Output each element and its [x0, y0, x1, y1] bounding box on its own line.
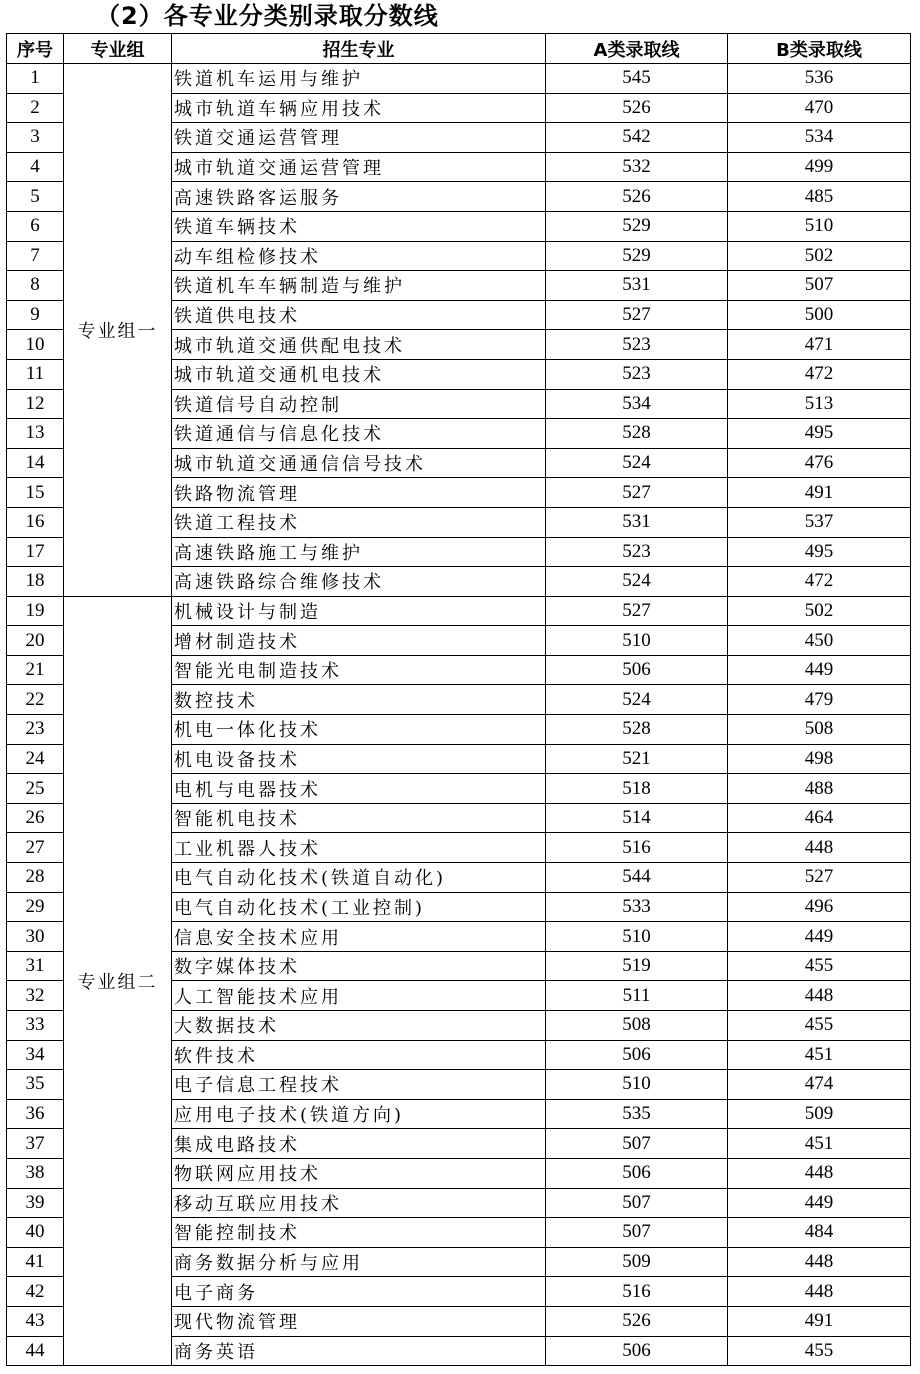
- b-score-cell: 500: [728, 300, 911, 330]
- seq-cell: 42: [7, 1277, 64, 1307]
- major-cell: 铁道交通运营管理: [172, 123, 546, 153]
- a-score-cell: 514: [546, 803, 728, 833]
- major-cell: 人工智能技术应用: [172, 981, 546, 1011]
- a-score-cell: 507: [546, 1218, 728, 1248]
- major-cell: 应用电子技术(铁道方向): [172, 1099, 546, 1129]
- a-score-cell: 510: [546, 626, 728, 656]
- seq-cell: 32: [7, 981, 64, 1011]
- a-score-cell: 542: [546, 123, 728, 153]
- a-score-cell: 506: [546, 1040, 728, 1070]
- major-cell: 铁道供电技术: [172, 300, 546, 330]
- a-score-cell: 529: [546, 211, 728, 241]
- major-cell: 铁道机车运用与维护: [172, 64, 546, 94]
- seq-cell: 12: [7, 389, 64, 419]
- b-score-cell: 499: [728, 152, 911, 182]
- seq-cell: 30: [7, 922, 64, 952]
- seq-cell: 24: [7, 744, 64, 774]
- a-score-cell: 523: [546, 359, 728, 389]
- b-score-cell: 451: [728, 1040, 911, 1070]
- seq-cell: 19: [7, 596, 64, 626]
- table-body: [7, 64, 911, 1366]
- seq-cell: 16: [7, 507, 64, 537]
- major-cell: 智能控制技术: [172, 1218, 546, 1248]
- major-cell: 电子信息工程技术: [172, 1070, 546, 1100]
- b-score-cell: 534: [728, 123, 911, 153]
- seq-cell: 11: [7, 359, 64, 389]
- seq-cell: 43: [7, 1306, 64, 1336]
- seq-cell: 4: [7, 152, 64, 182]
- seq-cell: 44: [7, 1336, 64, 1366]
- header-a-score: A类录取线: [546, 34, 728, 64]
- a-score-cell: 521: [546, 744, 728, 774]
- b-score-cell: 484: [728, 1218, 911, 1248]
- a-score-cell: 532: [546, 152, 728, 182]
- seq-cell: 38: [7, 1158, 64, 1188]
- a-score-cell: 507: [546, 1188, 728, 1218]
- a-score-cell: 526: [546, 1306, 728, 1336]
- major-cell: 工业机器人技术: [172, 833, 546, 863]
- seq-cell: 22: [7, 685, 64, 715]
- major-cell: 铁道工程技术: [172, 507, 546, 537]
- b-score-cell: 448: [728, 1247, 911, 1277]
- major-cell: 动车组检修技术: [172, 241, 546, 271]
- a-score-cell: 507: [546, 1129, 728, 1159]
- b-score-cell: 448: [728, 1158, 911, 1188]
- seq-cell: 33: [7, 1011, 64, 1041]
- major-cell: 智能光电制造技术: [172, 655, 546, 685]
- major-cell: 铁道通信与信息化技术: [172, 419, 546, 449]
- b-score-cell: 537: [728, 507, 911, 537]
- major-cell: 电气自动化技术(铁道自动化): [172, 863, 546, 893]
- major-cell: 集成电路技术: [172, 1129, 546, 1159]
- b-score-cell: 509: [728, 1099, 911, 1129]
- seq-cell: 1: [7, 64, 64, 94]
- a-score-cell: 516: [546, 833, 728, 863]
- a-score-cell: 545: [546, 64, 728, 94]
- a-score-cell: 529: [546, 241, 728, 271]
- a-score-cell: 508: [546, 1011, 728, 1041]
- a-score-cell: 506: [546, 1158, 728, 1188]
- b-score-cell: 449: [728, 1188, 911, 1218]
- b-score-cell: 527: [728, 863, 911, 893]
- a-score-cell: 506: [546, 655, 728, 685]
- seq-cell: 17: [7, 537, 64, 567]
- major-cell: 城市轨道交通通信信号技术: [172, 448, 546, 478]
- b-score-cell: 508: [728, 715, 911, 745]
- a-score-cell: 527: [546, 596, 728, 626]
- b-score-cell: 502: [728, 241, 911, 271]
- seq-cell: 37: [7, 1129, 64, 1159]
- b-score-cell: 495: [728, 537, 911, 567]
- b-score-cell: 491: [728, 478, 911, 508]
- a-score-cell: 509: [546, 1247, 728, 1277]
- seq-cell: 9: [7, 300, 64, 330]
- major-cell: 电子商务: [172, 1277, 546, 1307]
- b-score-cell: 498: [728, 744, 911, 774]
- seq-cell: 26: [7, 803, 64, 833]
- b-score-cell: 448: [728, 981, 911, 1011]
- seq-cell: 27: [7, 833, 64, 863]
- seq-cell: 35: [7, 1070, 64, 1100]
- header-b-score: B类录取线: [728, 34, 911, 64]
- b-score-cell: 491: [728, 1306, 911, 1336]
- b-score-cell: 513: [728, 389, 911, 419]
- major-cell: 物联网应用技术: [172, 1158, 546, 1188]
- a-score-cell: 516: [546, 1277, 728, 1307]
- seq-cell: 20: [7, 626, 64, 656]
- a-score-cell: 531: [546, 271, 728, 301]
- major-cell: 铁道车辆技术: [172, 211, 546, 241]
- major-cell: 铁路物流管理: [172, 478, 546, 508]
- major-cell: 大数据技术: [172, 1011, 546, 1041]
- b-score-cell: 495: [728, 419, 911, 449]
- major-cell: 电气自动化技术(工业控制): [172, 892, 546, 922]
- major-cell: 电机与电器技术: [172, 774, 546, 804]
- seq-cell: 6: [7, 211, 64, 241]
- seq-cell: 13: [7, 419, 64, 449]
- major-cell: 商务英语: [172, 1336, 546, 1366]
- b-score-cell: 502: [728, 596, 911, 626]
- a-score-cell: 524: [546, 448, 728, 478]
- seq-cell: 14: [7, 448, 64, 478]
- a-score-cell: 524: [546, 685, 728, 715]
- a-score-cell: 510: [546, 1070, 728, 1100]
- a-score-cell: 535: [546, 1099, 728, 1129]
- a-score-cell: 523: [546, 330, 728, 360]
- b-score-cell: 449: [728, 655, 911, 685]
- header-group: 专业组: [64, 34, 172, 64]
- b-score-cell: 449: [728, 922, 911, 952]
- b-score-cell: 474: [728, 1070, 911, 1100]
- b-score-cell: 455: [728, 951, 911, 981]
- a-score-cell: 526: [546, 182, 728, 212]
- b-score-cell: 451: [728, 1129, 911, 1159]
- b-score-cell: 450: [728, 626, 911, 656]
- group-cell: 专业组二: [64, 596, 172, 1365]
- seq-cell: 23: [7, 715, 64, 745]
- major-cell: 高速铁路综合维修技术: [172, 567, 546, 597]
- seq-cell: 10: [7, 330, 64, 360]
- major-cell: 现代物流管理: [172, 1306, 546, 1336]
- a-score-cell: 528: [546, 715, 728, 745]
- seq-cell: 36: [7, 1099, 64, 1129]
- a-score-cell: 533: [546, 892, 728, 922]
- seq-cell: 28: [7, 863, 64, 893]
- major-cell: 城市轨道交通供配电技术: [172, 330, 546, 360]
- b-score-cell: 470: [728, 93, 911, 123]
- admission-score-table: [6, 33, 911, 1366]
- major-cell: 信息安全技术应用: [172, 922, 546, 952]
- b-score-cell: 536: [728, 64, 911, 94]
- group-cell: 专业组一: [64, 64, 172, 597]
- b-score-cell: 472: [728, 359, 911, 389]
- a-score-cell: 510: [546, 922, 728, 952]
- b-score-cell: 455: [728, 1336, 911, 1366]
- header-seq: 序号: [7, 34, 64, 64]
- major-cell: 机械设计与制造: [172, 596, 546, 626]
- b-score-cell: 485: [728, 182, 911, 212]
- b-score-cell: 510: [728, 211, 911, 241]
- a-score-cell: 527: [546, 300, 728, 330]
- major-cell: 城市轨道交通机电技术: [172, 359, 546, 389]
- seq-cell: 25: [7, 774, 64, 804]
- major-cell: 数字媒体技术: [172, 951, 546, 981]
- a-score-cell: 524: [546, 567, 728, 597]
- major-cell: 高速铁路客运服务: [172, 182, 546, 212]
- major-cell: 铁道信号自动控制: [172, 389, 546, 419]
- seq-cell: 40: [7, 1218, 64, 1248]
- seq-cell: 18: [7, 567, 64, 597]
- seq-cell: 21: [7, 655, 64, 685]
- major-cell: 机电设备技术: [172, 744, 546, 774]
- seq-cell: 41: [7, 1247, 64, 1277]
- a-score-cell: 531: [546, 507, 728, 537]
- seq-cell: 39: [7, 1188, 64, 1218]
- major-cell: 高速铁路施工与维护: [172, 537, 546, 567]
- a-score-cell: 527: [546, 478, 728, 508]
- seq-cell: 8: [7, 271, 64, 301]
- b-score-cell: 471: [728, 330, 911, 360]
- b-score-cell: 488: [728, 774, 911, 804]
- seq-cell: 29: [7, 892, 64, 922]
- major-cell: 商务数据分析与应用: [172, 1247, 546, 1277]
- b-score-cell: 476: [728, 448, 911, 478]
- a-score-cell: 518: [546, 774, 728, 804]
- major-cell: 机电一体化技术: [172, 715, 546, 745]
- a-score-cell: 544: [546, 863, 728, 893]
- b-score-cell: 464: [728, 803, 911, 833]
- seq-cell: 2: [7, 93, 64, 123]
- major-cell: 城市轨道车辆应用技术: [172, 93, 546, 123]
- seq-cell: 3: [7, 123, 64, 153]
- table-row: [7, 64, 911, 94]
- major-cell: 移动互联应用技术: [172, 1188, 546, 1218]
- header-major: 招生专业: [172, 34, 546, 64]
- a-score-cell: 519: [546, 951, 728, 981]
- major-cell: 城市轨道交通运营管理: [172, 152, 546, 182]
- a-score-cell: 534: [546, 389, 728, 419]
- a-score-cell: 523: [546, 537, 728, 567]
- major-cell: 数控技术: [172, 685, 546, 715]
- table-header-row: [7, 34, 911, 64]
- a-score-cell: 506: [546, 1336, 728, 1366]
- major-cell: 铁道机车车辆制造与维护: [172, 271, 546, 301]
- seq-cell: 31: [7, 951, 64, 981]
- seq-cell: 5: [7, 182, 64, 212]
- seq-cell: 7: [7, 241, 64, 271]
- page-title: （2）各专业分类别录取分数线: [96, 2, 439, 30]
- seq-cell: 15: [7, 478, 64, 508]
- a-score-cell: 511: [546, 981, 728, 1011]
- b-score-cell: 496: [728, 892, 911, 922]
- b-score-cell: 472: [728, 567, 911, 597]
- b-score-cell: 507: [728, 271, 911, 301]
- major-cell: 增材制造技术: [172, 626, 546, 656]
- b-score-cell: 448: [728, 833, 911, 863]
- a-score-cell: 528: [546, 419, 728, 449]
- table-row: [7, 596, 911, 626]
- b-score-cell: 448: [728, 1277, 911, 1307]
- seq-cell: 34: [7, 1040, 64, 1070]
- b-score-cell: 479: [728, 685, 911, 715]
- b-score-cell: 455: [728, 1011, 911, 1041]
- major-cell: 智能机电技术: [172, 803, 546, 833]
- a-score-cell: 526: [546, 93, 728, 123]
- major-cell: 软件技术: [172, 1040, 546, 1070]
